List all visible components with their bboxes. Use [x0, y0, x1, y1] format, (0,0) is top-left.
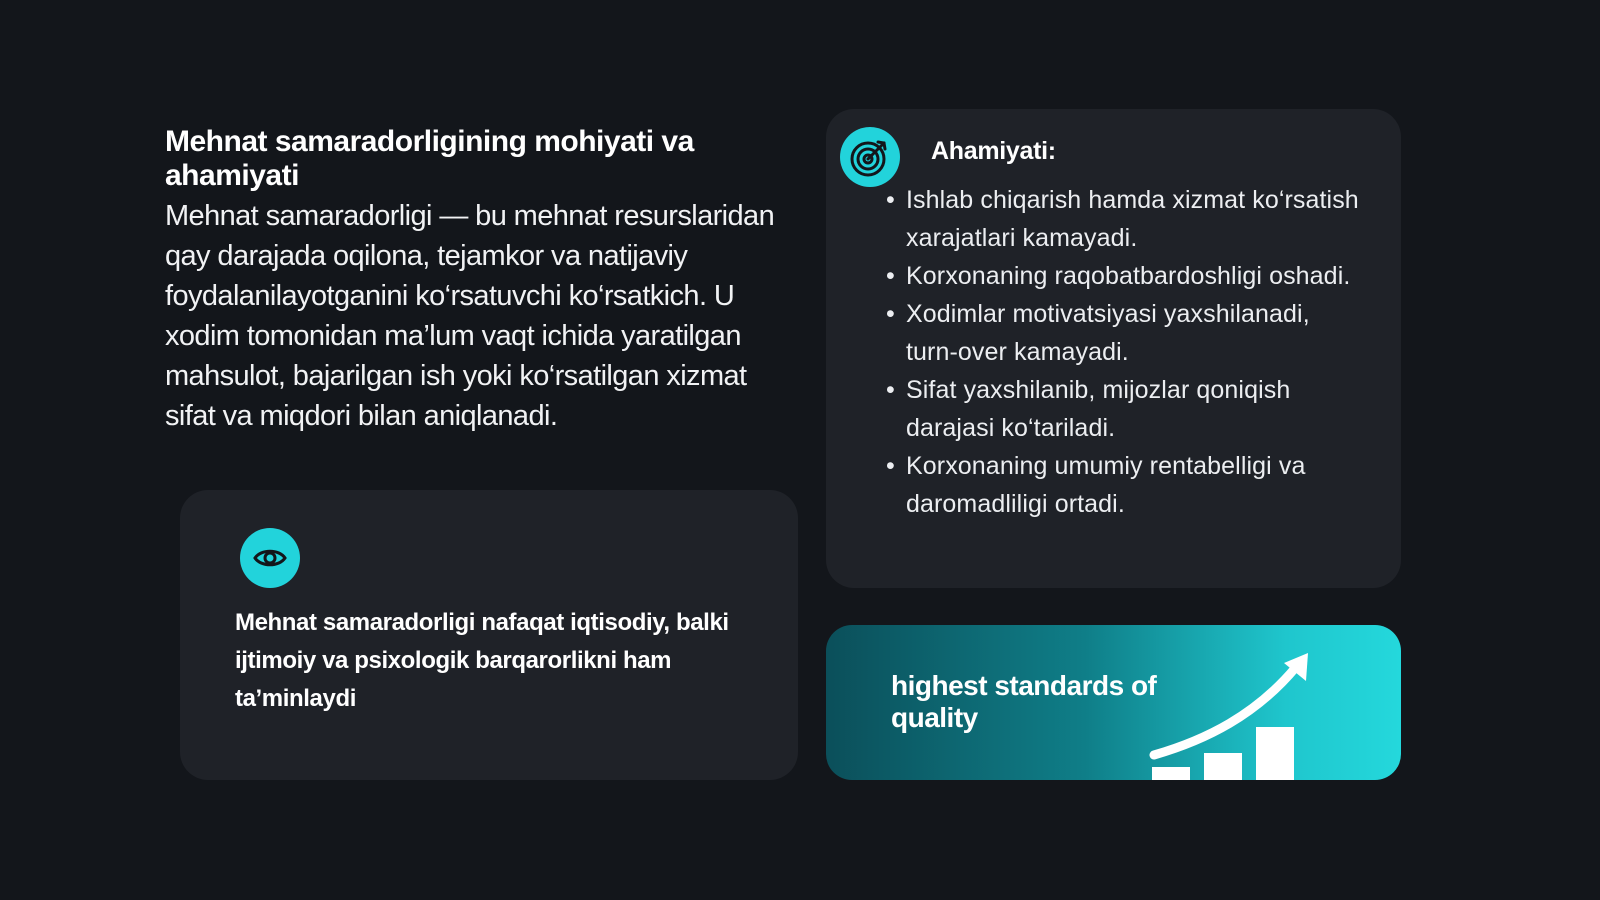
list-item: • Sifat yaxshilanib, mijozlar qoniqish darajasi ko‘tariladi.: [886, 371, 1366, 447]
importance-title: Ahamiyati:: [931, 137, 1056, 165]
intro-paragraph: Mehnat samaradorligi — bu mehnat resurslaridan qay darajada oqilona, tejamkor va natijaviy foydalanilayotganini ko‘rsatuvchi ko‘rsatkich. U xodim tomonidan ma’lum vaqt ichida yaratilgan mahsulot, bajarilgan ish yoki ko‘rsatilgan xizmat sifat va miqdori bilan aniqlanadi.: [165, 200, 775, 432]
list-item: • Korxonaning raqobatbardoshligi oshadi.: [886, 257, 1366, 295]
page-title: Mehnat samaradorligining mohiyati va ahamiyati: [165, 125, 694, 192]
eye-icon: [240, 528, 300, 588]
importance-card: [826, 109, 1401, 588]
insight-text: Mehnat samaradorligi nafaqat iqtisodiy, balki ijtimoiy va psixologik barqarorlikni ham ta’minlaydi: [235, 609, 729, 712]
list-item: • Xodimlar motivatsiyasi yaxshilanadi, turn-over kamayadi.: [886, 295, 1366, 371]
target-icon: [840, 127, 900, 187]
importance-list: [886, 181, 1366, 523]
list-item: • Ishlab chiqarish hamda xizmat ko‘rsatish xarajatlari kamayadi.: [886, 181, 1366, 257]
insight-card: [180, 490, 798, 780]
quality-banner: [826, 625, 1401, 780]
growth-chart-icon: [1146, 645, 1346, 780]
quality-text: highest standards of quality: [891, 670, 1157, 733]
list-item: • Korxonaning umumiy rentabelligi va daromadliligi ortadi.: [886, 447, 1366, 523]
